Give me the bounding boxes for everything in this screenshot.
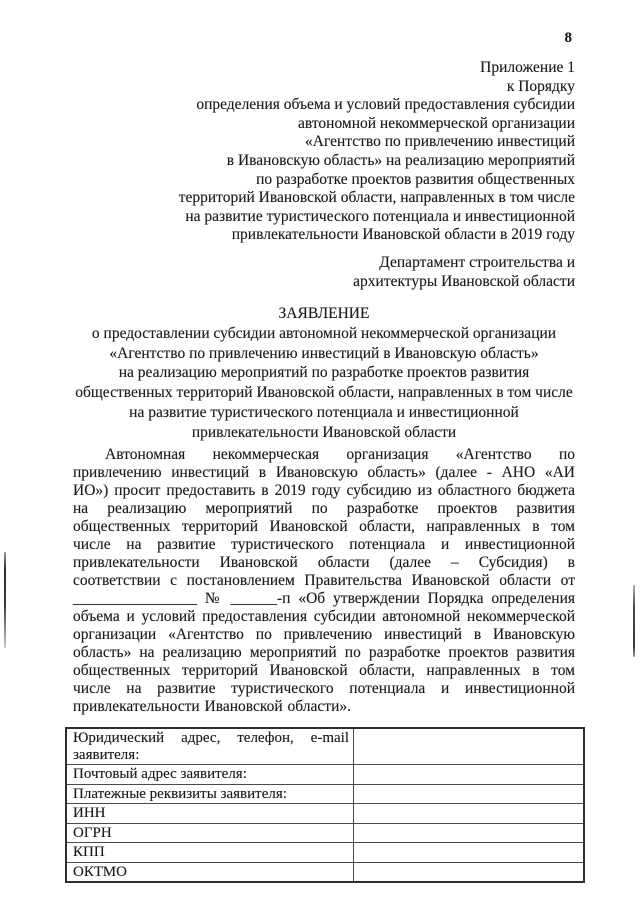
row-label-cell: ИНН xyxy=(66,804,354,824)
appendix-line: к Порядку xyxy=(506,77,575,95)
addressee-line: архитектуры Ивановской области xyxy=(353,272,575,290)
scan-artifact-left xyxy=(4,552,6,648)
row-value-cell xyxy=(354,862,585,882)
statement-subtitle-line: общественных территорий Ивановской области, направленных в том числе xyxy=(75,384,573,402)
row-label-cell: ОГРН xyxy=(66,823,354,843)
statement-subtitle-line: на развитие туристического потенциала и инвестиционной xyxy=(129,403,519,421)
appendix-line: «Агентство по привлечению инвестиций xyxy=(305,133,575,151)
appendix-line: по разработке проектов развития общественных xyxy=(256,170,575,188)
statement-body-paragraph: Автономная некоммерческая организация «Агентство по привлечению инвестиций в Ивановскую область» (далее - АНО «АИ ИО») просит предоставить в 2019 году субсидию из областного бюджета на реализацию мероприятий по разработке проектов развития общественных территорий Ивановской области, направленных в том числе на развитие туристического потенциала и инвестиционной привлекательности Ивановской области (далее – Субсидия) в соответствии с постановлением Правительства Ивановской области от ________________ № ______-п «Об утверждении Порядка определения объема и условий предоставления субсидии автономной некоммерческой организации «Агентство по привлечению инвестиций в Ивановскую область» на реализацию мероприятий по разработке проектов развития общественных территорий Ивановской области, направленных в том числе на развитие туристического потенциала и инвестиционной привлекательности Ивановской области». xyxy=(73,446,575,715)
appendix-line: в Ивановскую область» на реализацию мероприятий xyxy=(226,151,575,169)
row-value-cell xyxy=(354,804,585,824)
row-label-cell: Почтовый адрес заявителя: xyxy=(66,765,354,785)
scan-artifact-right xyxy=(633,585,635,657)
table-row xyxy=(66,862,584,882)
statement-subtitle-line: о предоставлении субсидии автономной некоммерческой организации xyxy=(91,324,557,342)
addressee-line: Департамент строительства и xyxy=(379,254,575,271)
row-label-cell: ОКТМО xyxy=(66,862,354,882)
row-value-cell xyxy=(354,728,585,765)
row-value-cell xyxy=(354,765,585,785)
table-row xyxy=(66,843,584,863)
statement-subtitle-line: «Агентство по привлечению инвестиций в Ивановскую область» xyxy=(109,344,539,362)
appendix-heading xyxy=(73,59,575,245)
statement-heading xyxy=(73,304,575,443)
table-row xyxy=(66,728,584,765)
statement-subtitle-line: на реализацию мероприятий по разработке проектов развития xyxy=(118,364,530,382)
row-value-cell xyxy=(354,784,585,804)
statement-subtitle-line: привлекательности Ивановской области xyxy=(191,423,457,441)
row-value-cell xyxy=(354,823,585,843)
appendix-line: определения объема и условий предоставления субсидии xyxy=(196,96,575,114)
appendix-line: Приложение 1 xyxy=(480,59,575,76)
row-value-cell xyxy=(354,843,585,863)
table-row xyxy=(66,804,584,824)
page-number: 8 xyxy=(564,30,572,46)
appendix-line: на развитие туристического потенциала и инвестиционной xyxy=(185,207,575,225)
appendix-line: автономной некоммерческой организации xyxy=(298,114,575,132)
table-row xyxy=(66,823,584,843)
table-row xyxy=(66,765,584,785)
details-table xyxy=(65,727,585,883)
statement-title: ЗАЯВЛЕНИЕ xyxy=(278,305,370,322)
row-label-cell: Юридический адрес, телефон, e-mail заявителя: xyxy=(66,728,354,765)
appendix-line: территорий Ивановской области, направленных в том числе xyxy=(178,189,575,207)
row-label-cell: КПП xyxy=(66,843,354,863)
row-label-cell: Платежные реквизиты заявителя: xyxy=(66,784,354,804)
addressee-block xyxy=(73,254,575,291)
table-row xyxy=(66,784,584,804)
appendix-line: привлекательности Ивановской области в 2019 году xyxy=(231,226,575,244)
